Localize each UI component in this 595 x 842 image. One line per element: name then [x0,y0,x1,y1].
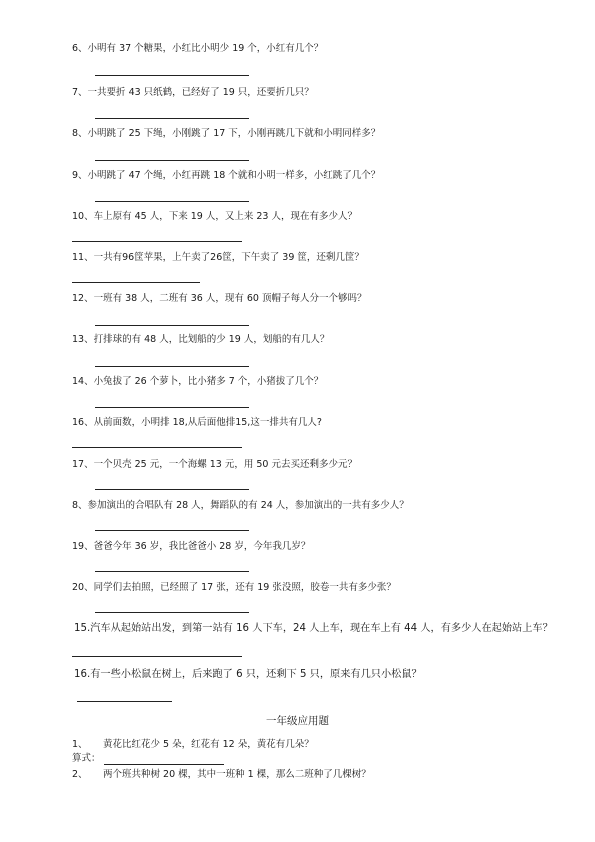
answer-line [95,612,249,613]
question-11: 11、一共有96筐苹果，上午卖了26筐，下午卖了 39 筐，还剩几筐？ [72,252,364,263]
formula-label: 算式： [72,753,101,764]
section-title: 一年级应用题 [266,715,329,727]
answer-line [95,160,249,161]
question-7: 7、一共要折 43 只纸鹤，已经好了 19 只，还要折几只？ [72,87,314,98]
answer-line [95,407,249,408]
question-20: 20、同学们去拍照，已经照了 17 张，还有 19 张没照，胶卷一共有多少张？ [72,582,396,593]
question-19: 19、爸爸今年 36 岁，我比爸爸小 28 岁，今年我几岁？ [72,541,311,552]
answer-line [95,75,249,76]
answer-line [95,201,249,202]
answer-line [95,366,249,367]
question-15: 15.汽车从起始站出发，到第一站有 16 人下车，24 人上车，现在车上有 44 人，有多少人在起始站上车？ [74,623,553,634]
question-14: 14、小兔拔了 26 个萝卜，比小猪多 7 个，小猪拔了几个？ [72,376,324,387]
question-6: 6、小明有 37 个糖果，小红比小明少 19 个，小红有几个？ [72,43,324,54]
question-17: 17、一个贝壳 25 元，一个海螺 13 元，用 50 元去买还剩多少元？ [72,459,357,470]
question-13: 13、打排球的有 48 人，比划船的少 19 人，划船的有几人？ [72,334,330,345]
answer-line [95,489,249,490]
question-9: 9、小明跳了 47 个绳，小红再跳 18 个就和小明一样多，小红跳了几个？ [72,170,381,181]
answer-line [72,656,242,657]
answer-line [95,118,249,119]
question-8: 8、小明跳了 25 下绳，小刚跳了 17 下，小刚再跳几下就和小明同样多？ [72,128,381,139]
question-16b: 16.有一些小松鼠在树上，后来跑了 6 只，还剩下 5 只，原来有几只小松鼠？ [74,669,422,680]
answer-line [95,571,249,572]
answer-line [72,282,200,283]
answer-line [104,764,224,765]
question-12: 12、一班有 38 人，二班有 36 人，现有 60 顶帽子每人分一个够吗？ [72,293,367,304]
answer-line [95,530,249,531]
item-number: 2、 [72,769,88,780]
answer-line [72,241,242,242]
answer-line [77,701,172,702]
question-16a: 16、从前面数，小明排 18,从后面他排15,这一排共有几人? [72,417,322,428]
item-text: 黄花比红花少 5 朵，红花有 12 朵，黄花有几朵？ [103,739,314,750]
question-10: 10、车上原有 45 人，下来 19 人，又上来 23 人，现在有多少人？ [72,211,357,222]
item-text: 两个班共种树 20 棵，其中一班种 1 棵，那么二班种了几棵树？ [103,769,371,780]
item-number: 1、 [72,739,88,750]
answer-line [72,447,242,448]
answer-line [95,325,249,326]
question-8b: 8、参加演出的合唱队有 28 人，舞蹈队的有 24 人，参加演出的一共有多少人？ [72,500,409,511]
